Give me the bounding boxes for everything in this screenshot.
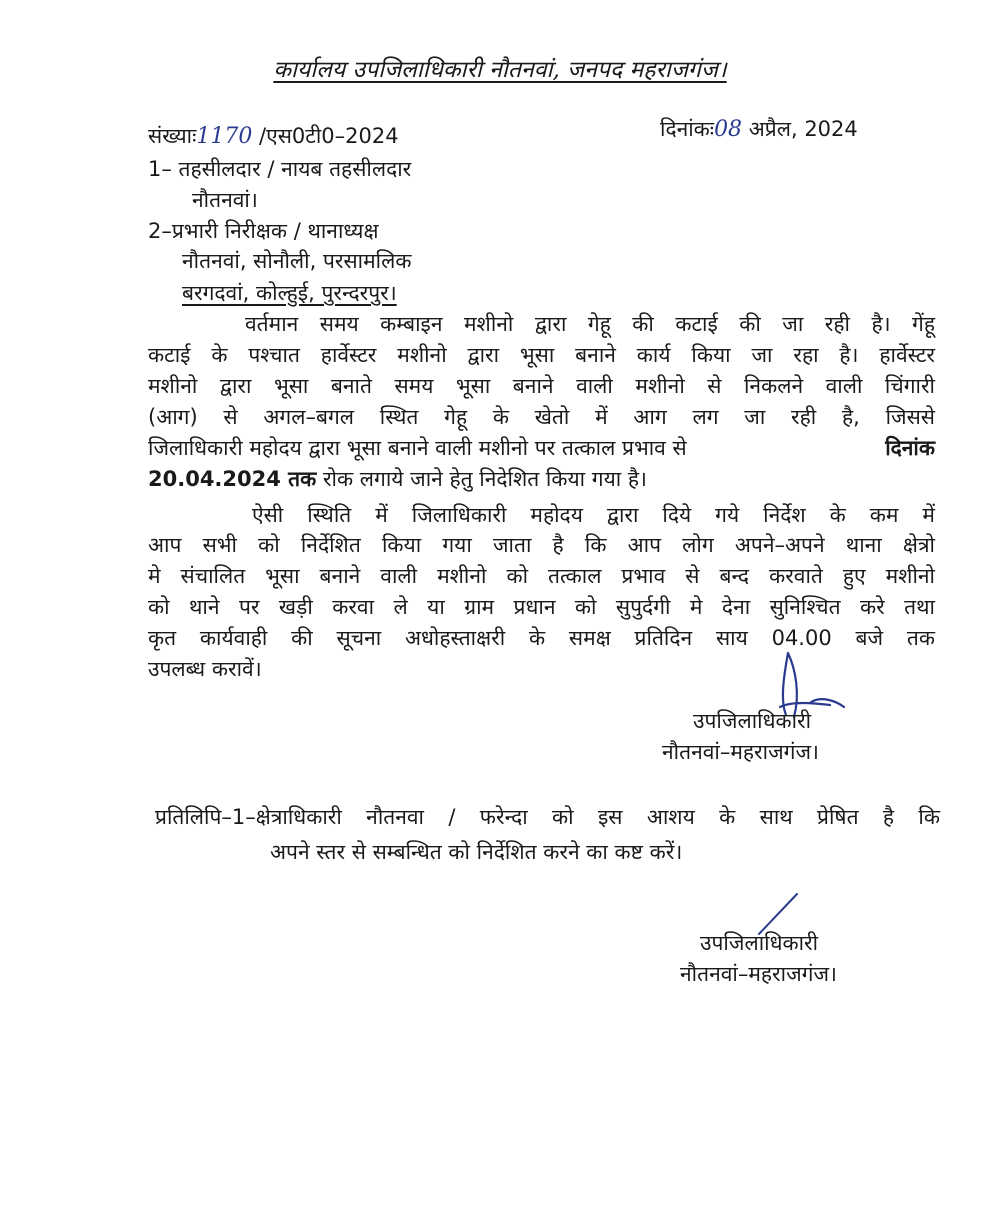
- para1-line-3: मशीनो द्वारा भूसा बनाते समय भूसा बनाने वाली मशीनो से निकलने वाली चिंगारी: [148, 374, 935, 398]
- para1-line-5-text: जिलाधिकारी महोदय द्वारा भूसा बनाने वाली मशीनो पर तत्काल प्रभाव से: [148, 436, 687, 460]
- date-day-handwritten: 08: [714, 117, 743, 142]
- date-label: दिनांकः: [660, 117, 715, 141]
- ref-prefix: संख्याः: [148, 124, 197, 148]
- para1-line-1: वर्तमान समय कम्बाइन मशीनो द्वारा गेहू की कटाई की जा रही है। गेंहू: [245, 312, 935, 336]
- para2-line-4: को थाने पर खड़ी करवा ले या ग्राम प्रधान को सुपुर्दगी मे देना सुनिश्चित करे तथा: [148, 595, 935, 619]
- reference-number: [148, 123, 399, 150]
- date-rest: अप्रैल, 2024: [742, 117, 858, 141]
- recipient-1-line-2: नौतनवां।: [192, 188, 258, 212]
- recipient-2-line-2: नौतनवां, सोनौली, परसामलिक: [182, 249, 412, 273]
- para1-line-6-bold: तक: [280, 467, 317, 491]
- signature-2-place: नौतनवां–महराजगंज।: [680, 962, 838, 986]
- office-heading: कार्यालय उपजिलाधिकारी नौतनवां, जनपद महराजगंज।: [273, 57, 727, 83]
- signature-1-place: नौतनवां–महराजगंज।: [662, 740, 820, 764]
- para1-line-5-bold: दिनांक: [885, 436, 935, 460]
- letter-date: [660, 116, 858, 143]
- recipient-2-line-3: बरगदवां, कोल्हुई, पुरन्दरपुर।: [182, 281, 397, 305]
- recipient-1-line-1: 1– तहसीलदार / नायब तहसीलदार: [148, 157, 412, 181]
- para1-line-2: कटाई के पश्चात हार्वेस्टर मशीनो द्वारा भूसा बनाने कार्य किया जा रहा है। हार्वेस्टर: [148, 343, 935, 367]
- recipient-2-line-1: 2–प्रभारी निरीक्षक / थानाध्यक्ष: [148, 219, 379, 243]
- para2-line-5: कृत कार्यवाही की सूचना अधोहस्ताक्षरी के समक्ष प्रतिदिन साय 04.00 बजे तक: [148, 626, 935, 650]
- para1-line-5: [148, 435, 935, 461]
- para2-line-1: ऐसी स्थिति में जिलाधिकारी महोदय द्वारा दिये गये निर्देश के कम में: [252, 503, 935, 527]
- para1-line-6: [148, 466, 647, 492]
- ref-number-handwritten: 1170: [196, 124, 253, 149]
- copy-line-1: प्रतिलिपि–1–क्षेत्राधिकारी नौतनवा / फरेन्दा को इस आशय के साथ प्रेषित है कि: [155, 805, 940, 829]
- para2-line-6: उपलब्ध करावें।: [148, 657, 262, 681]
- para1-line-4: (आग) से अगल–बगल स्थित गेहू के खेतो में आग लग जा रही है, जिससे: [148, 405, 935, 429]
- ref-suffix: /एस0टी0–2024: [252, 124, 399, 148]
- deadline-date: 20.04.2024: [148, 467, 281, 491]
- signature-2-title: उपजिलाधिकारी: [700, 931, 819, 955]
- copy-line-2: अपने स्तर से सम्बन्धित को निर्देशित करने का कष्ट करें।: [270, 840, 683, 864]
- para2-line-2: आप सभी को निर्देशित किया गया जाता है कि आप लोग अपने–अपने थाना क्षेत्रो: [148, 533, 935, 557]
- para1-line-6-text: रोक लगाये जाने हेतु निदेशित किया गया है।: [316, 467, 647, 491]
- signature-1-title: उपजिलाधिकारी: [693, 709, 812, 733]
- para2-line-3: मे संचालित भूसा बनाने वाली मशीनो को तत्काल प्रभाव से बन्द करवाते हुए मशीनो: [148, 564, 935, 588]
